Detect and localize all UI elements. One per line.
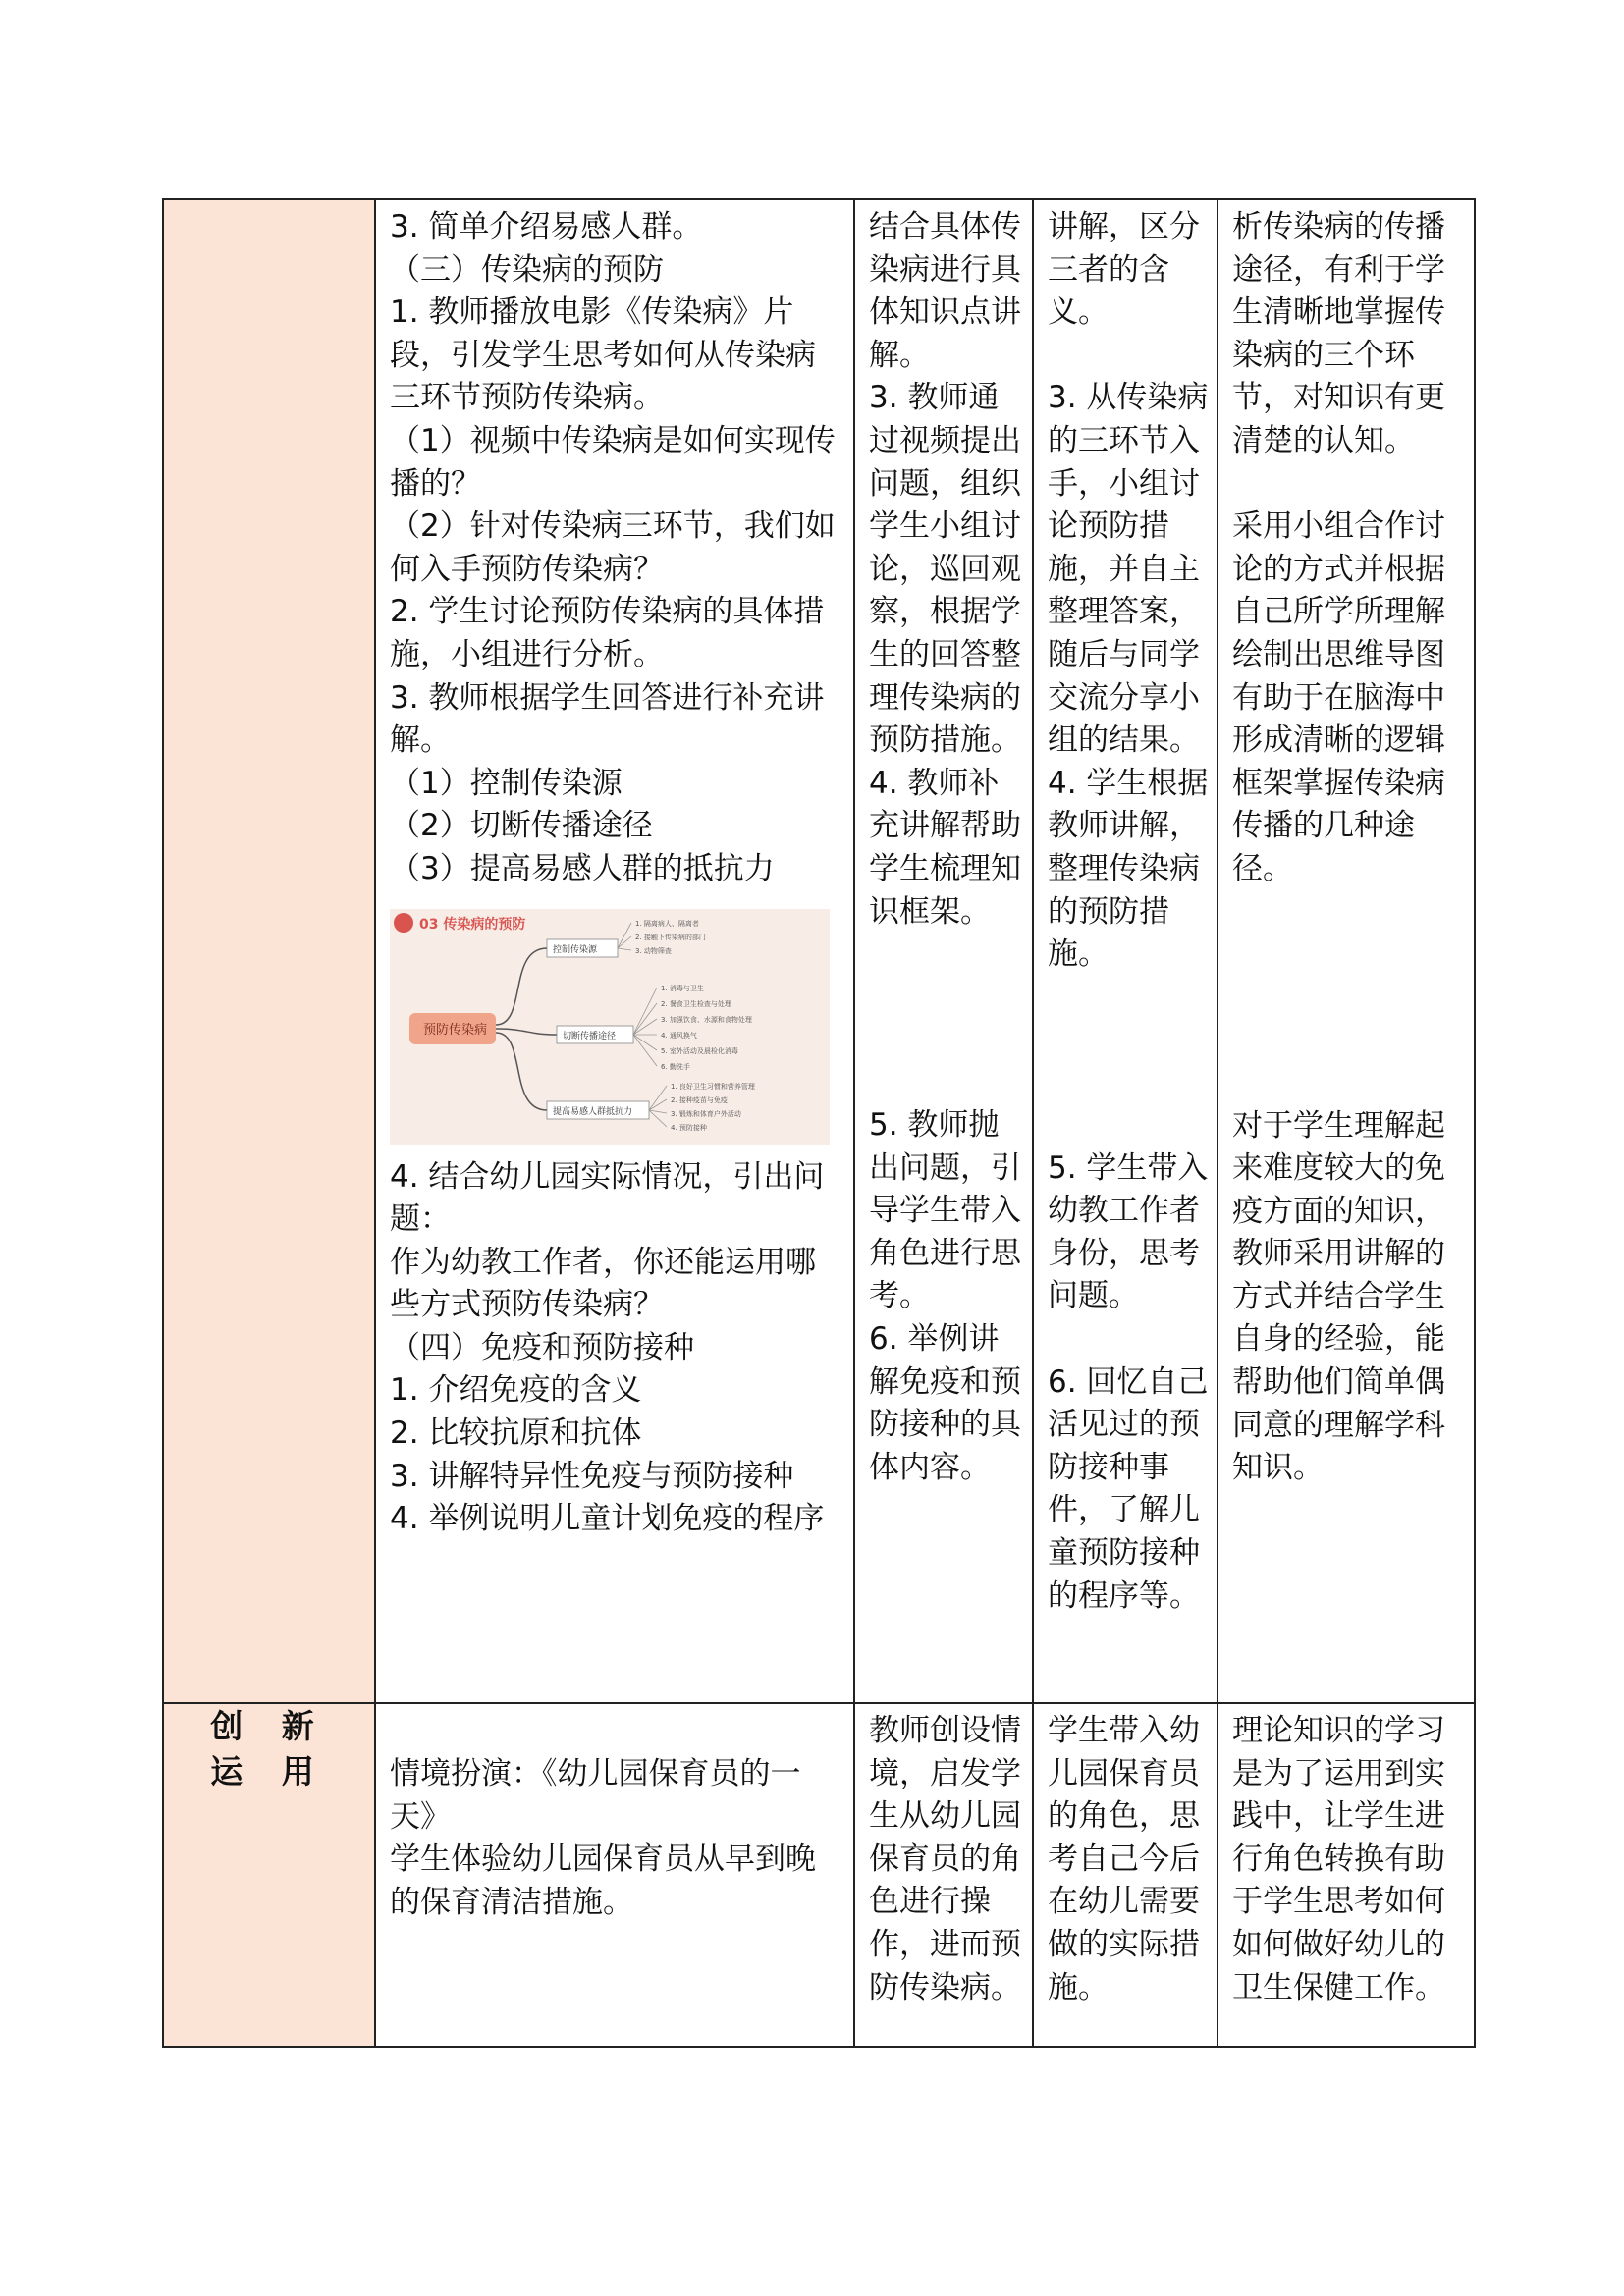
svg-text:6. 勤洗手: 6. 勤洗手 bbox=[661, 1062, 690, 1071]
student-activity-text: 讲解，区分三者的含义。 3. 从传染病的三环节入手，小组讨论预防措施，并自主整理答案，随后与同学交流分享小组的结果。 4. 学生根据教师讲解，整理传染病的预防措施。 5. 学生带入幼教工作者身份，思考问题。 6. 回忆自己活见过的预防接种事件，了解儿童预防接种的程序等。 bbox=[1048, 209, 1209, 1614]
svg-text:4. 预防接种: 4. 预防接种 bbox=[671, 1123, 707, 1132]
lesson-plan-table bbox=[162, 198, 1476, 2048]
student-activity-cell bbox=[1033, 199, 1218, 1703]
svg-text:1. 隔离病人、隔离者: 1. 隔离病人、隔离者 bbox=[635, 919, 699, 928]
phase-cell bbox=[163, 1703, 375, 2047]
table-row bbox=[163, 1703, 1475, 2047]
phase-label: 创 新 运 用 bbox=[210, 1707, 328, 1790]
teacher-activity-text: 结合具体传染病进行具体知识点讲解。 3. 教师通过视频提出问题，组织学生小组讨论，巡回观察，根据学生的回答整理传染病的预防措施。 4. 教师补充讲解帮助学生梳理知识框架。 5. 教师抛出问题，引导学生带入角色进行思考。 6. 举例讲解免疫和预防接种的具体内容。 bbox=[869, 209, 1021, 1485]
svg-text:3. 动物筛查: 3. 动物筛查 bbox=[635, 946, 672, 955]
phase-cell bbox=[163, 199, 375, 1703]
mindmap-image bbox=[390, 909, 830, 1145]
mindmap-root-label: 预防传染病 bbox=[423, 1022, 488, 1038]
content-cell bbox=[375, 1703, 854, 2047]
svg-text:2. 接种疫苗与免疫: 2. 接种疫苗与免疫 bbox=[671, 1095, 728, 1104]
teacher-activity-cell bbox=[854, 1703, 1033, 2047]
mindmap-title: 03 传染病的预防 bbox=[419, 916, 526, 933]
content-text: 情境扮演：《幼儿园保育员的一天》 学生体验幼儿园保育员从早到晚的保育清洁措施。 bbox=[390, 1756, 816, 1920]
svg-text:3. 锻炼和体育户外活动: 3. 锻炼和体育户外活动 bbox=[671, 1109, 741, 1118]
svg-text:4. 通风换气: 4. 通风换气 bbox=[661, 1031, 697, 1040]
svg-text:3. 加强饮食、水源和食物处理: 3. 加强饮食、水源和食物处理 bbox=[661, 1015, 752, 1024]
student-activity-cell bbox=[1033, 1703, 1218, 2047]
svg-text:提高易感人群抵抗力: 提高易感人群抵抗力 bbox=[553, 1106, 633, 1117]
svg-text:1. 消毒与卫生: 1. 消毒与卫生 bbox=[661, 984, 704, 992]
svg-text:2. 餐食卫生检查与处理: 2. 餐食卫生检查与处理 bbox=[661, 999, 731, 1008]
svg-text:切断传播途径: 切断传播途径 bbox=[563, 1031, 617, 1041]
mindmap-logo-icon bbox=[394, 913, 413, 933]
teacher-activity-text: 教师创设情境，启发学生从幼儿园保育员的角色进行操作，进而预防传染病。 bbox=[869, 1713, 1021, 2005]
svg-text:5. 室外活动及晨检化消毒: 5. 室外活动及晨检化消毒 bbox=[661, 1046, 738, 1055]
content-text: 3. 简单介绍易感人群。 （三）传染病的预防 1. 教师播放电影《传染病》片段，引发学生思考如何从传染病三环节预防传染病。 （1）视频中传染病是如何实现传播的？ （2）针对传染病三环节，我们如何入手预防传染病？ 2. 学生讨论预防传染病的具体措施，小组进行分析。 3. 教师根据学生回答进行补充讲解。 （1）控制传染源 （2）切断传播途径 （3）提高易感人群的抵抗力 03 传染病的预防 预防传染病 控制传染源 1. 隔离病人、隔离者 2. 接触下传染病的部门 3. 动物筛查 切断传播途径 1. 消毒与卫生 2. 餐食卫生检查与处理 3. 加强饮食、水源和食物处理 4. 通风换气 5. 室外活动及晨检化消毒 6. 勤洗手 提高易感人群抵抗力 1. 良好卫生习惯和营养管理 2. 接种疫苗与免疫 3. 锻炼和体育户外活动 4. 预防接种 4. 结合幼儿园实际情况，引出问题： 作为幼教工作者，你还能运用哪些方式预防传染病？ （四）免疫和预防接种 1. 介绍免疫的含义 2. 比较抗原和抗体 3. 讲解特异性免疫与预防接种 4. 举例说明儿童计划免疫的程序 bbox=[390, 209, 836, 1537]
svg-text:2. 接触下传染病的部门: 2. 接触下传染病的部门 bbox=[635, 933, 706, 941]
student-activity-text: 学生带入幼儿园保育员的角色，思考自己今后在幼儿需要做的实际措施。 bbox=[1048, 1713, 1200, 2005]
content-cell bbox=[375, 199, 854, 1703]
design-intent-text: 析传染病的传播途径，有利于学生清晰地掌握传染病的三个环节，对知识有更清楚的认知。 采用小组合作讨论的方式并根据自己所学所理解绘制出思维导图有助于在脑海中形成清晰的逻辑框架掌握传染病传播的几种途径。 对于学生理解起来难度较大的免疫方面的知识，教师采用讲解的方式并结合学生自身的经验，能帮助他们简单偶同意的理解学科知识。 bbox=[1232, 209, 1445, 1486]
teacher-activity-cell bbox=[854, 199, 1033, 1703]
design-intent-cell bbox=[1218, 199, 1475, 1703]
svg-text:控制传染源: 控制传染源 bbox=[553, 944, 598, 955]
design-intent-text: 理论知识的学习是为了运用到实践中，让学生进行角色转换有助于学生思考如何如何做好幼儿的卫生保健工作。 bbox=[1232, 1713, 1445, 2005]
table-row bbox=[163, 199, 1475, 1703]
design-intent-cell bbox=[1218, 1703, 1475, 2047]
svg-text:1. 良好卫生习惯和营养管理: 1. 良好卫生习惯和营养管理 bbox=[671, 1082, 755, 1091]
